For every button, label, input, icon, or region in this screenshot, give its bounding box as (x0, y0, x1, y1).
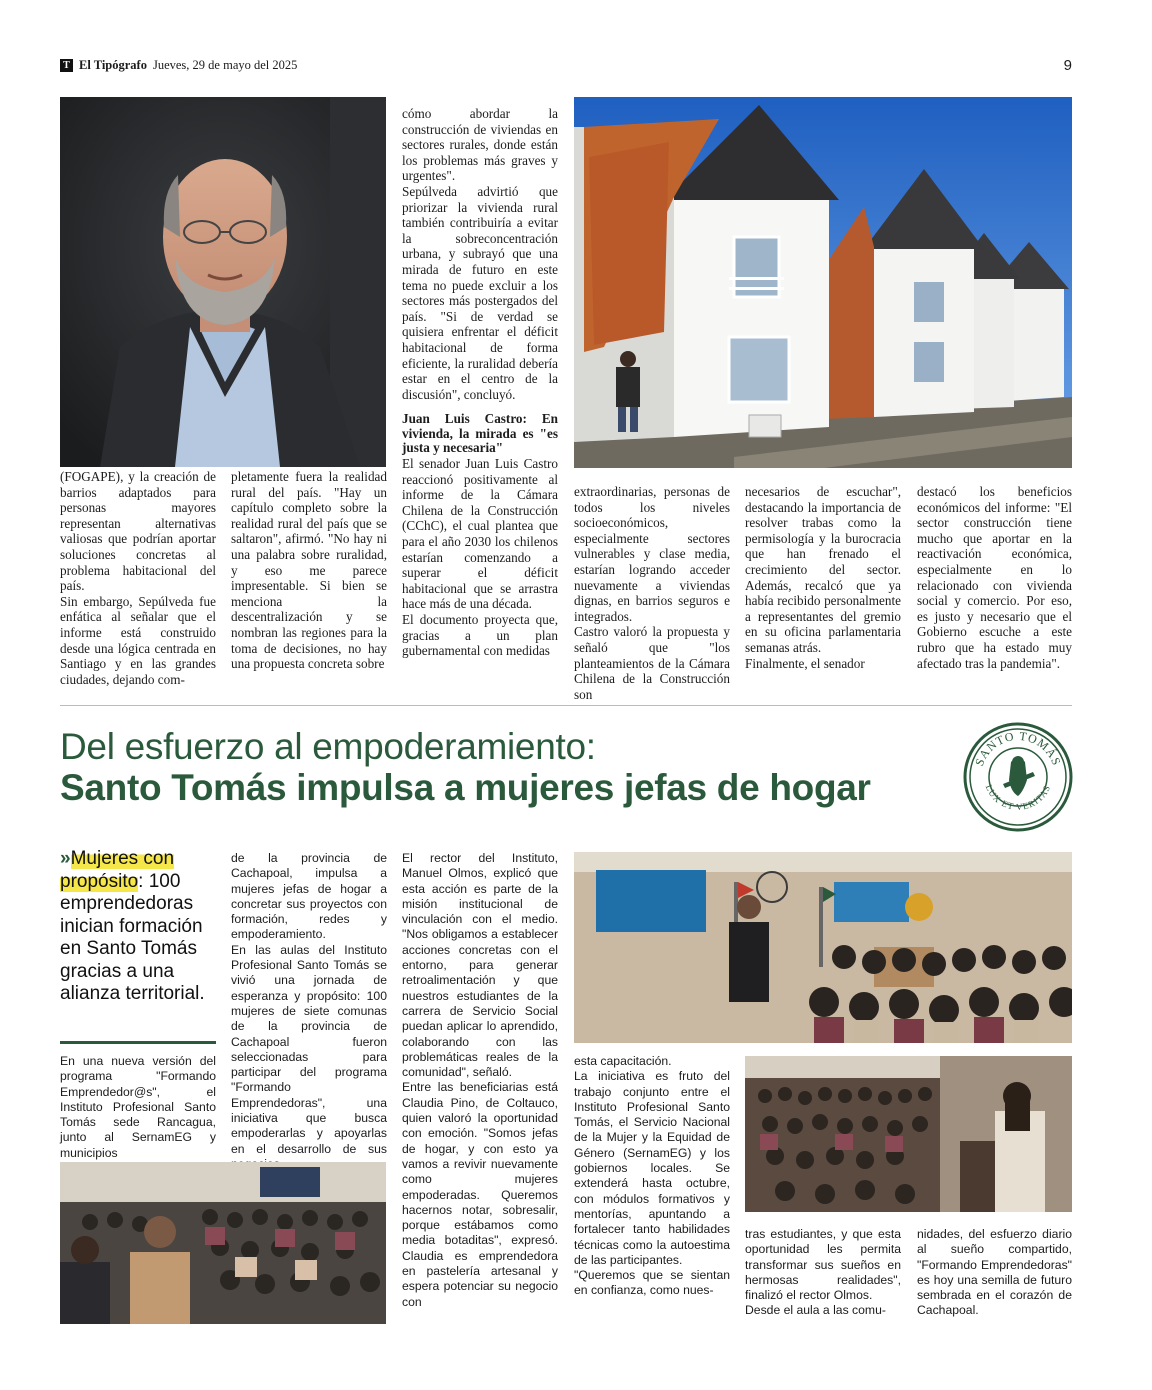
article-column-6 (917, 484, 1072, 671)
publication-name: El Tipógrafo (79, 58, 147, 72)
paragraph: destacó los beneficios económicos del informe: "El sector construcción tiene mucho que aportar en la reactivación económica, especialmente en lo relacionado con vivienda social y comercio. Por eso, es justo y necesario que el Gobierno escuche a este rubro que ha estado muy afectado tras la pandemia". (917, 484, 1072, 671)
publication-logo-icon: T (60, 59, 73, 72)
photo-audience-left (60, 1162, 386, 1324)
paragraph: extraordinarias, personas de todos los niveles socioeconómicos, especialmente sectores vulnerables y clase media, estarían logrando acceder nuevamente a viviendas dignas, en barrios seguros e integrados. (574, 484, 730, 624)
paragraph: Desde el aula a las comu- (745, 1303, 886, 1318)
lede (60, 848, 218, 1006)
bottom-column-4 (574, 1054, 730, 1299)
photo-houses (574, 97, 1072, 468)
lede-underline (60, 1041, 216, 1044)
article-column-3-top (402, 106, 558, 659)
paragraph: El documento proyecta que, gracias a un plan gubernamental con medidas (402, 612, 558, 659)
article-column-1 (60, 469, 216, 687)
paragraph: necesarios de escuchar", destacando la importancia de resolver trabas como la permisología y la burocracia que han frenado el crecimiento del sector. Además, recalcó que ya había recibido personalmente a representantes del gremio en su oficina parlamentaria semanas atrás. (745, 484, 901, 655)
paragraph: "Queremos que se sientan en confianza, como nues- (574, 1268, 730, 1298)
section-divider (60, 705, 1072, 706)
santo-tomas-seal-icon (963, 722, 1073, 832)
seal-bottom-text: LUX ET VERITAS (983, 783, 1053, 812)
photo-woman-speaker (745, 1056, 1072, 1212)
paragraph: El rector del Instituto, Manuel Olmos, explicó que esta acción es parte de la misión institucional de vinculación con el medio. "Nos obligamos a establecer acciones concretas con el entorno, para generar retroalimentación y que nuestros estudiantes de la carrera de Servicio Social puedan aplicar lo aprendido, colaborando con las problemáticas reales de la comunidad", señaló. (402, 851, 558, 1080)
paragraph: En una nueva versión del programa "Formando Emprendedor@s", el Instituto Profesional Santo Tomás sede Rancagua, junto al SernamEG y municipios (60, 1054, 216, 1160)
headline-line-1: Del esfuerzo al empoderamiento: (60, 726, 596, 767)
paragraph: de la provincia de Cachapoal, impulsa a mujeres jefas de hogar a concretar sus proyectos con formación, redes y empoderamiento. (231, 851, 387, 942)
paragraph: Castro valoró la propuesta y señaló que "los planteamientos de la Cámara Chilena de la Construcción son (574, 624, 730, 702)
paragraph: Sepúlveda advirtió que priorizar la vivienda rural también contribuiría a evitar la sobreconcentración urbana, y subrayó que una mirada de futuro en este tema no puede excluir a los sectores más postergados del país. "Si de verdad se quisiera enfrentar el déficit habitacional de forma eficiente, la ruralidad debería estar en el centro de la discusión", concluyó. (402, 183, 558, 402)
issue-date: Jueves, 29 de mayo del 2025 (152, 58, 298, 72)
paragraph: nidades, del esfuerzo diario al sueño compartido, "Formando Emprendedoras" es hoy una semilla de futuro sembrada en el corazón de Cachapoal. (917, 1227, 1072, 1318)
bottom-column-5 (745, 1227, 901, 1319)
bottom-column-2 (231, 851, 387, 1172)
photo-man (60, 97, 386, 467)
paragraph: Sin embargo, Sepúlveda fue enfática al señalar que el informe está construido desde una lógica centrada en Santiago y en las grandes ciudades, dejando com- (60, 593, 216, 687)
paragraph: cómo abordar la construcción de viviendas en sectores rurales, donde están los problemas más graves y urgentes". (402, 106, 558, 184)
bottom-column-3 (402, 851, 558, 1310)
bottom-column-6 (917, 1227, 1072, 1319)
paragraph: Finalmente, el senador (745, 655, 865, 671)
paragraph: El senador Juan Luis Castro reaccionó positivamente al informe de la Cámara Chilena de la Construcción (CChC), el cual plantea que para el año 2030 los chilenos estarían comenzando a superar el déficit habitacional que se arrastra hace más de una década. (402, 456, 558, 612)
article-subhead: Juan Luis Castro: En vivienda, la mirada es "es justa y necesaria" (402, 411, 558, 456)
bottom-column-1 (60, 1054, 216, 1161)
paragraph: esta capacitación. (574, 1054, 672, 1068)
lede-text: : 100 emprendedoras inician formación en Santo Tomás gracias a una alianza territorial. (60, 870, 205, 1004)
paragraph: Entre las beneficiarias está Claudia Pino, de Coltauco, quien valoró la oportunidad con emoción. "Somos jefas de hogar, y con esto ya vamos a revivir nuevamente como mujeres empoderadas. Queremos hacernos notar, sobresalir, porque estábamos como media botaditas", expresó. Claudia es emprendedora en pastelería artesanal y espera potenciar su negocio con (402, 1080, 558, 1309)
article-column-4 (574, 484, 730, 702)
page-number: 9 (1063, 57, 1072, 74)
paragraph: La iniciativa es fruto del trabajo conjunto entre el Instituto Profesional Santo Tomás, el Servicio Nacional de la Mujer y la Equidad de Género (SernamEG) y los gobiernos locales. Se extenderá hasta octubre, con módulos formativos y mentorías, apuntando a fortalecer tanto habilidades técnicas como la autoestima de las participantes. (574, 1069, 730, 1267)
page-header (60, 58, 297, 73)
article-column-5 (745, 484, 901, 671)
paragraph: pletamente fuera la realidad rural del país. "Hay un capítulo completo sobre la realidad rural del país que se saltaron", afirmó. "No hay ni una palabra sobre ruralidad, y eso me parece impresentable. Si bien se menciona la descentralización y se nombran las regiones para la toma de decisiones, no hay una propuesta concreta sobre (231, 469, 387, 672)
lede-highlight: Mujeres con propósito (60, 848, 175, 892)
seal-top-text: SANTO TOMÁS (972, 728, 1064, 768)
headline-line-2: Santo Tomás impulsa a mujeres jefas de hogar (60, 767, 871, 808)
paragraph: (FOGAPE), y la creación de barrios adaptados para personas mayores representan alternativas valiosas que podrían aportar soluciones concretas al problema habitacional del país. (60, 469, 216, 594)
paragraph: tras estudiantes, y que esta oportunidad les permita transformar sus sueños en hermosas realidades", finalizó el rector Olmos. (745, 1227, 901, 1303)
article-column-2 (231, 469, 387, 672)
photo-auditorium-speaker (574, 852, 1072, 1043)
paragraph: En las aulas del Instituto Profesional Santo Tomás se vivió una jornada de esperanza y propósito: 100 mujeres de siete comunas de la provincia de Cachapoal fueron seleccionadas para participar del programa "Formando Emprendedoras", una iniciativa que busca empoderarlas y apoyarlas en el desarrollo de sus (231, 942, 387, 1156)
lede-mark: » (60, 848, 71, 869)
